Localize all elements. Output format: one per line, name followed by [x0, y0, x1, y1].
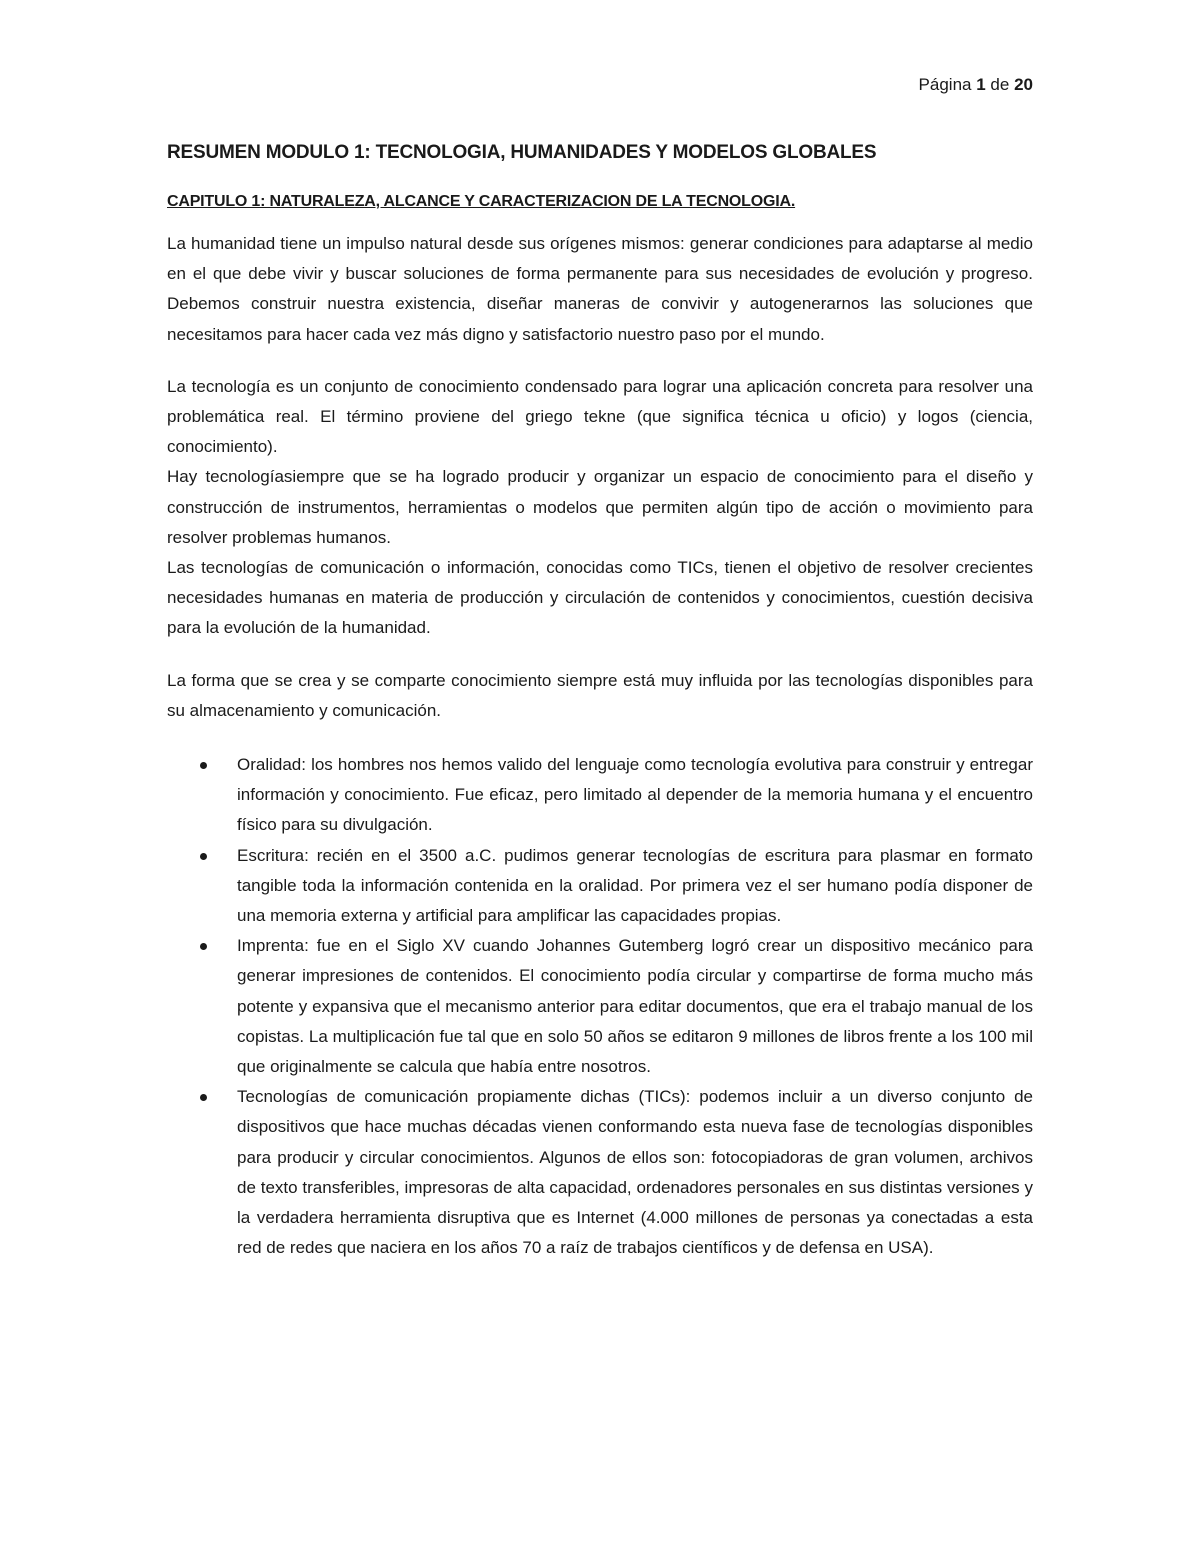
list-item — [167, 750, 1033, 841]
list-item — [167, 931, 1033, 1082]
page-number — [919, 73, 1033, 97]
page-number-separator: de — [990, 75, 1010, 94]
list-item-text: Oralidad: los hombres nos hemos valido del lenguaje como tecnología evolutiva para construir y entregar información y conocimiento. Fue eficaz, pero limitado al depender de la memoria humana y el encuentro físico para su divulgación. — [237, 755, 1033, 835]
paragraph-definition: La tecnología es un conjunto de conocimiento condensado para lograr una aplicación concreta para resolver una problemática real. El término proviene del griego tekne (que significa técnica u oficio) y logos (ciencia, conocimiento). — [167, 376, 1033, 457]
page-number-prefix: Página — [918, 75, 972, 94]
list-item-text: Tecnologías de comunicación propiamente dichas (TICs): podemos incluir a un diverso conjunto de dispositivos que hace muchas décadas vienen conformando esta nueva fase de tecnologías disponibles para producir y circular conocimientos. Algunos de ellos son: fotocopiadoras de gran volumen, archivos de texto transferibles, impresoras de alta capacidad, ordenadores personales en sus distintas versiones y la verdadera herramienta disruptiva que es Internet (4.000 millones de personas ya conectadas a esta red de redes que naciera en los años 70 a raíz de trabajos científicos y de defensa en USA). — [237, 1087, 1033, 1258]
paragraph-intro: La humanidad tiene un impulso natural desde sus orígenes mismos: generar condiciones para adaptarse al medio en el que debe vivir y buscar soluciones de forma permanente para sus necesidades de evolución y progreso. Debemos construir nuestra existencia, diseñar maneras de convivir y autogenerarnos las soluciones que necesitamos para hacer cada vez más digno y satisfactorio nuestro paso por el mundo. — [167, 234, 1033, 344]
list-item-text: Escritura: recién en el 3500 a.C. pudimos generar tecnologías de escritura para plasmar en formato tangible toda la información contenida en la oralidad. Por primera vez el ser humano podía disponer de una memoria externa y artificial para amplificar las capacidades propias. — [237, 845, 1033, 926]
page-number-current: 1 — [976, 75, 986, 94]
document-title: RESUMEN MODULO 1: TECNOLOGIA, HUMANIDADES Y MODELOS GLOBALES — [167, 142, 877, 163]
list-item — [167, 1082, 1033, 1263]
bullet-icon — [200, 943, 207, 950]
bullet-icon — [200, 1094, 207, 1101]
paragraph-knowledge: La forma que se crea y se comparte conocimiento siempre está muy influida por las tecnologías disponibles para su almacenamiento y comunicación. — [167, 670, 1033, 720]
document-body — [167, 137, 1033, 1264]
page-number-total: 20 — [1014, 75, 1033, 94]
list-item — [167, 841, 1033, 932]
bullet-icon — [200, 762, 207, 769]
list-item-text: Imprenta: fue en el Siglo XV cuando Johannes Gutemberg logró crear un dispositivo mecánico para generar impresiones de contenidos. El conocimiento podía circular y compartirse de forma mucho más potente y expansiva que el mecanismo anterior para editar documentos, que era el trabajo manual de los copistas. La multiplicación fue tal que en solo 50 años se editaron 9 millones de libros frente a los 100 mil que originalmente se calcula que había entre nosotros. — [237, 936, 1033, 1077]
bullet-icon — [200, 853, 207, 860]
paragraph-technology-presence: Hay tecnologíasiempre que se ha logrado producir y organizar un espacio de conocimiento para el diseño y construcción de instrumentos, herramientas o modelos que permiten algún tipo de acción o movimiento para resolver problemas humanos. — [167, 467, 1033, 547]
bullet-list — [167, 750, 1033, 1263]
paragraph-tics: Las tecnologías de comunicación o información, conocidas como TICs, tienen el objetivo de resolver crecientes necesidades humanas en materia de producción y circulación de contenidos y conocimientos, cuestión decisiva para la evolución de la humanidad. — [167, 558, 1033, 638]
chapter-title: CAPITULO 1: NATURALEZA, ALCANCE Y CARACTERIZACION DE LA TECNOLOGIA. — [167, 193, 796, 210]
